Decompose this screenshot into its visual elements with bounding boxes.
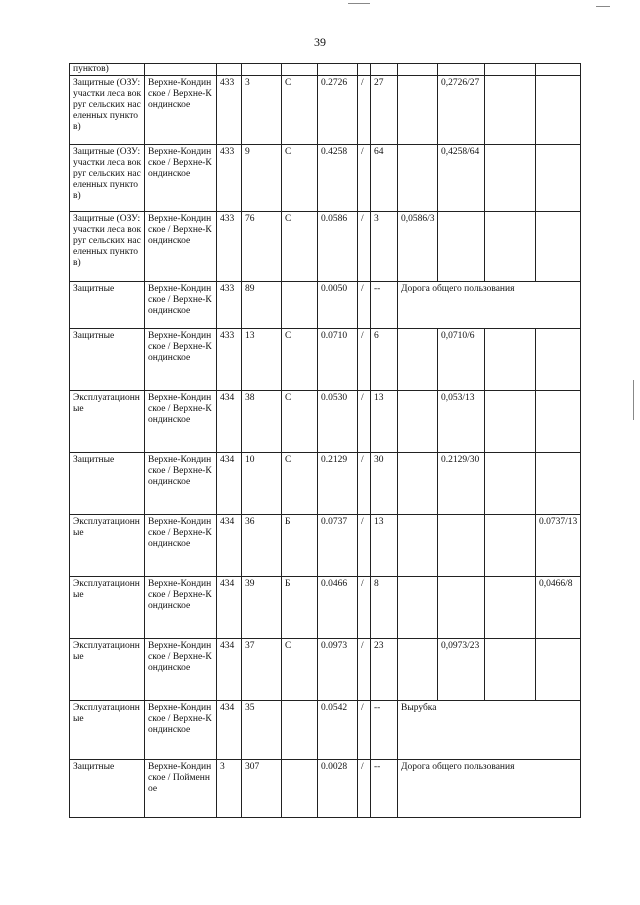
cell-class: С xyxy=(282,212,318,282)
cell-col-b xyxy=(438,212,485,282)
cell-area: 0.2726 xyxy=(318,76,358,145)
cell-type: Эксплуатационные xyxy=(70,515,145,577)
cell-stock: 3 xyxy=(371,212,398,282)
cell-col-d xyxy=(536,145,581,212)
cell-quarter: 433 xyxy=(217,329,242,391)
scan-speck xyxy=(596,6,610,7)
cell-col-b: 0,0710/6 xyxy=(438,329,485,391)
cell-plot: 3 xyxy=(242,76,282,145)
cell-col-b: 0,0973/23 xyxy=(438,639,485,701)
cell-plot: 37 xyxy=(242,639,282,701)
cell-col-c xyxy=(485,329,536,391)
page-number: 39 xyxy=(314,35,326,49)
cell-area: 0.0973 xyxy=(318,639,358,701)
cell-type: Защитные (ОЗУ: участки леса вокруг сельских населенных пунктов) xyxy=(70,212,145,282)
cell-area: 0.0028 xyxy=(318,760,358,818)
cell-col-b xyxy=(438,515,485,577)
cell-stock: 30 xyxy=(371,453,398,515)
cell-class: С xyxy=(282,453,318,515)
cell-col-d: 0.0737/13 xyxy=(536,515,581,577)
cell-forestry: Верхне-Кондинское / Верхне-Кондинское xyxy=(145,639,217,701)
cell-class: С xyxy=(282,639,318,701)
cell-col-c xyxy=(485,577,536,639)
table-row xyxy=(70,760,581,818)
cell-plot: 76 xyxy=(242,212,282,282)
cell-area: 0.4258 xyxy=(318,145,358,212)
cell-quarter: 433 xyxy=(217,76,242,145)
cell-col-b: 0,053/13 xyxy=(438,391,485,453)
cell-col-b: 0,4258/64 xyxy=(438,145,485,212)
cell-plot: 307 xyxy=(242,760,282,818)
cell-type: Эксплуатационные xyxy=(70,701,145,760)
cell-slash: / xyxy=(358,391,371,453)
cell-class xyxy=(282,760,318,818)
cell-type: Защитные xyxy=(70,760,145,818)
cell-quarter: 434 xyxy=(217,639,242,701)
cell-slash: / xyxy=(358,577,371,639)
cell-type: Эксплуатационные xyxy=(70,639,145,701)
cell-col-d xyxy=(536,212,581,282)
cell-type: Эксплуатационные xyxy=(70,577,145,639)
cell-quarter: 434 xyxy=(217,515,242,577)
cell-class: С xyxy=(282,329,318,391)
cell-col-c xyxy=(485,145,536,212)
cell-class: Б xyxy=(282,577,318,639)
cell-col-d xyxy=(536,453,581,515)
cell-area: 0.0050 xyxy=(318,282,358,329)
cell-plot: 13 xyxy=(242,329,282,391)
cell-slash: / xyxy=(358,212,371,282)
cell-slash: / xyxy=(358,639,371,701)
cell-plot: 9 xyxy=(242,145,282,212)
cell-quarter: 434 xyxy=(217,453,242,515)
cell-col-a xyxy=(398,391,438,453)
cell-plot: 10 xyxy=(242,453,282,515)
cell-class: С xyxy=(282,76,318,145)
cell-col-a xyxy=(398,76,438,145)
cell-col-d xyxy=(536,639,581,701)
cell-forestry: Верхне-Кондинское / Верхне-Кондинское xyxy=(145,282,217,329)
table-body xyxy=(70,64,581,818)
cell-stock: 27 xyxy=(371,76,398,145)
cell-note: Дорога общего пользования xyxy=(398,760,581,818)
cell-slash: / xyxy=(358,453,371,515)
cell-slash: / xyxy=(358,76,371,145)
cell-note: Дорога общего пользования xyxy=(398,282,581,329)
cell-area: 0.0542 xyxy=(318,701,358,760)
cell-quarter: 433 xyxy=(217,282,242,329)
cell-type: Защитные (ОЗУ: участки леса вокруг сельских населенных пунктов) xyxy=(70,76,145,145)
cell-class xyxy=(282,701,318,760)
cell-plot: 89 xyxy=(242,282,282,329)
cell-col-c xyxy=(485,639,536,701)
cell-area: 0.2129 xyxy=(318,453,358,515)
table-row xyxy=(70,639,581,701)
cell-stock: 13 xyxy=(371,515,398,577)
cell-slash: / xyxy=(358,282,371,329)
cell-type: Защитные xyxy=(70,329,145,391)
cell-col-c xyxy=(485,76,536,145)
cell-area: 0.0586 xyxy=(318,212,358,282)
cell-stock: 64 xyxy=(371,145,398,212)
scan-speck xyxy=(633,380,634,420)
cell-area: 0.0530 xyxy=(318,391,358,453)
cell-col-c xyxy=(485,391,536,453)
cell-col-a xyxy=(398,453,438,515)
table-row xyxy=(70,453,581,515)
cell-col-c xyxy=(485,212,536,282)
cell-area: 0.0466 xyxy=(318,577,358,639)
cell-col-a: 0,0586/3 xyxy=(398,212,438,282)
cell-class: С xyxy=(282,145,318,212)
cell-type: Защитные (ОЗУ: участки леса вокруг сельских населенных пунктов) xyxy=(70,145,145,212)
cell-slash: / xyxy=(358,701,371,760)
cell-forestry: Верхне-Кондинское / Верхне-Кондинское xyxy=(145,329,217,391)
cell-col-a xyxy=(398,639,438,701)
cell-col-a xyxy=(398,515,438,577)
forest-plots-table xyxy=(69,63,581,818)
table-row xyxy=(70,577,581,639)
table-row xyxy=(70,391,581,453)
cell-col-c xyxy=(485,453,536,515)
table-row-header-continuation xyxy=(70,64,581,76)
cell-stock: 23 xyxy=(371,639,398,701)
cell-col-a xyxy=(398,329,438,391)
cell-col-b: 0,2726/27 xyxy=(438,76,485,145)
cell-quarter: 434 xyxy=(217,701,242,760)
cell-area: 0.0737 xyxy=(318,515,358,577)
cell-stock: 8 xyxy=(371,577,398,639)
scan-speck xyxy=(348,3,370,4)
table-row xyxy=(70,282,581,329)
table-row xyxy=(70,701,581,760)
cell-forestry: Верхне-Кондинское / Пойменное xyxy=(145,760,217,818)
cell-type: Защитные xyxy=(70,282,145,329)
cell-col-a xyxy=(398,577,438,639)
cell-forestry: Верхне-Кондинское / Верхне-Кондинское xyxy=(145,145,217,212)
cell-forestry: Верхне-Кондинское / Верхне-Кондинское xyxy=(145,391,217,453)
cell-slash: / xyxy=(358,145,371,212)
cell-plot: 38 xyxy=(242,391,282,453)
cell-forestry: Верхне-Кондинское / Верхне-Кондинское xyxy=(145,515,217,577)
cell-quarter: 433 xyxy=(217,145,242,212)
cell-type: Эксплуатационные xyxy=(70,391,145,453)
cell-forestry: Верхне-Кондинское / Верхне-Кондинское xyxy=(145,76,217,145)
cell-class xyxy=(282,282,318,329)
cell-quarter: 434 xyxy=(217,391,242,453)
cell-col-a xyxy=(398,145,438,212)
cell-forestry: Верхне-Кондинское / Верхне-Кондинское xyxy=(145,701,217,760)
cell-col-b xyxy=(438,577,485,639)
cell-quarter: 433 xyxy=(217,212,242,282)
cell-plot: 36 xyxy=(242,515,282,577)
cell-col-c xyxy=(485,515,536,577)
cell-note: Вырубка xyxy=(398,701,581,760)
table-row xyxy=(70,145,581,212)
cell-class: Б xyxy=(282,515,318,577)
cell-area: 0.0710 xyxy=(318,329,358,391)
cell-stock: -- xyxy=(371,760,398,818)
cell-type: Защитные xyxy=(70,453,145,515)
cell-col-d xyxy=(536,76,581,145)
cell-stock: -- xyxy=(371,701,398,760)
cell-class: С xyxy=(282,391,318,453)
table-row xyxy=(70,76,581,145)
cell-stock: 13 xyxy=(371,391,398,453)
cell-col-d xyxy=(536,329,581,391)
cell-stock: -- xyxy=(371,282,398,329)
table-row xyxy=(70,212,581,282)
cell-forestry: Верхне-Кондинское / Верхне-Кондинское xyxy=(145,453,217,515)
cell-type: пунктов) xyxy=(70,64,145,76)
table-row xyxy=(70,515,581,577)
cell-forestry: Верхне-Кондинское / Верхне-Кондинское xyxy=(145,212,217,282)
cell-col-d: 0,0466/8 xyxy=(536,577,581,639)
cell-quarter: 434 xyxy=(217,577,242,639)
table-row xyxy=(70,329,581,391)
cell-stock: 6 xyxy=(371,329,398,391)
cell-col-d xyxy=(536,391,581,453)
cell-col-b: 0.2129/30 xyxy=(438,453,485,515)
cell-plot: 35 xyxy=(242,701,282,760)
cell-forestry: Верхне-Кондинское / Верхне-Кондинское xyxy=(145,577,217,639)
cell-slash: / xyxy=(358,329,371,391)
cell-slash: / xyxy=(358,515,371,577)
cell-quarter: 3 xyxy=(217,760,242,818)
cell-slash: / xyxy=(358,760,371,818)
cell-plot: 39 xyxy=(242,577,282,639)
